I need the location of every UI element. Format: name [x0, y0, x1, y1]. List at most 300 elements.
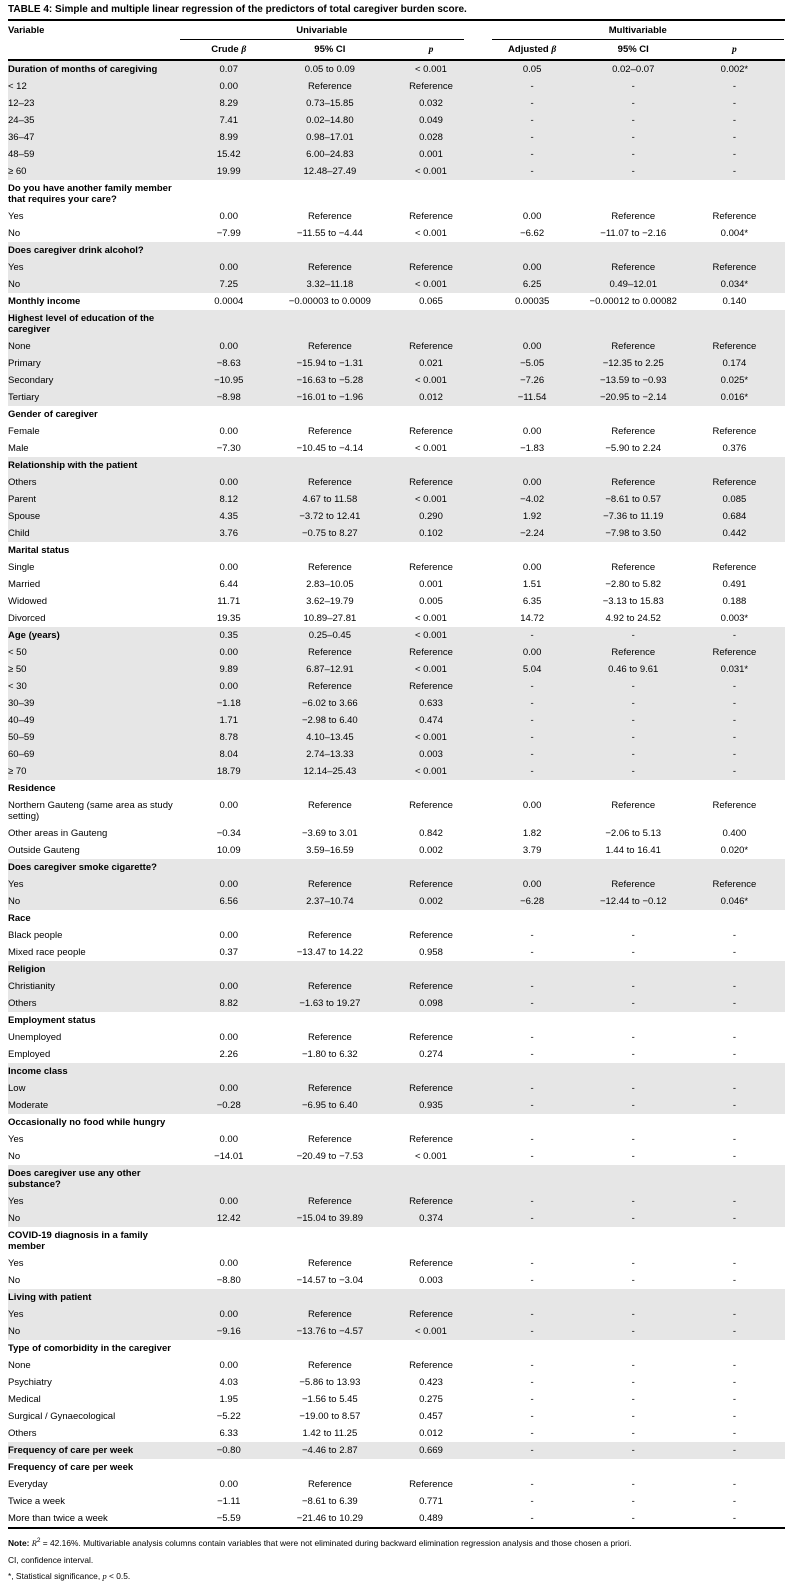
table-row	[8, 995, 785, 1012]
cell: Reference	[583, 259, 684, 276]
cell: -	[631, 1394, 635, 1405]
cell: < 0.001	[380, 729, 481, 746]
cell: 0.098	[380, 995, 481, 1012]
cell: 0.46 to 9.61	[583, 661, 684, 678]
cell: Reference	[307, 426, 352, 437]
cell: 0.290	[380, 508, 481, 525]
cell: −8.61 to 6.39	[301, 1496, 358, 1507]
table-row	[8, 508, 785, 525]
variable-group-label: Monthly income	[8, 296, 81, 307]
row-label: Tertiary	[8, 389, 178, 406]
cell: 0.032	[380, 95, 481, 112]
cell: Reference	[684, 876, 785, 893]
table-row	[8, 276, 785, 293]
cell: -	[684, 1210, 785, 1227]
cell: -	[482, 627, 583, 644]
cell: -	[631, 1134, 635, 1145]
table-row	[8, 1391, 785, 1408]
cell	[380, 180, 481, 208]
cell: −8.61 to 0.57	[583, 491, 684, 508]
cell: -	[684, 129, 785, 146]
cell: Reference	[409, 800, 453, 811]
cell: 7.25	[178, 276, 279, 293]
cell	[279, 180, 380, 208]
cell	[380, 542, 481, 559]
cell: 0.05	[482, 60, 583, 78]
cell: −14.57 to −3.04	[296, 1275, 364, 1286]
cell: Reference	[583, 474, 684, 491]
cell: -	[482, 1510, 583, 1528]
cell: -	[583, 729, 684, 746]
table-row	[8, 180, 785, 208]
cell: Reference	[307, 1032, 352, 1043]
cell: 0.98–17.01	[279, 129, 380, 146]
cell	[380, 1227, 481, 1255]
cell: -	[482, 995, 583, 1012]
cell: -	[684, 1510, 785, 1528]
cell: 0.012	[419, 1428, 443, 1439]
variable-group-label: Age (years)	[8, 627, 178, 644]
cell	[684, 457, 785, 474]
cell: Reference	[611, 211, 656, 222]
cell: −12.44 to −0.12	[583, 893, 684, 910]
cell: 0.00	[178, 876, 279, 893]
cell: -	[684, 746, 785, 763]
cell: -	[583, 129, 684, 146]
cell: -	[530, 1411, 534, 1422]
cell: -	[631, 1428, 635, 1439]
table-row	[8, 1097, 785, 1114]
cell: Reference	[611, 562, 656, 573]
cell	[380, 1165, 481, 1193]
cell	[684, 1289, 785, 1306]
cell: 10.09	[216, 845, 241, 856]
cell: 1.71	[178, 712, 279, 729]
table-row	[8, 491, 785, 508]
table-row	[8, 961, 785, 978]
table-row	[8, 593, 785, 610]
table-row	[8, 927, 785, 944]
row-label: 50–59	[8, 729, 178, 746]
cell: 0.491	[722, 579, 747, 590]
cell: -	[482, 1080, 583, 1097]
cell: -	[583, 627, 684, 644]
row-label: Black people	[8, 930, 63, 941]
cell: -	[583, 78, 684, 95]
cell: -	[530, 930, 534, 941]
cell: 6.56	[178, 893, 279, 910]
cell	[380, 1340, 481, 1357]
cell: -	[530, 1049, 534, 1060]
cell: 0.00	[219, 1134, 238, 1145]
cell	[482, 180, 583, 208]
table-row	[8, 859, 785, 876]
cell: Reference	[684, 338, 785, 355]
row-label: 30–39	[8, 695, 178, 712]
cell: −13.59 to −0.93	[583, 372, 684, 389]
cell: -	[482, 129, 583, 146]
cell: −15.94 to −1.31	[279, 355, 380, 372]
cell: −16.01 to −1.96	[279, 389, 380, 406]
cell: < 0.001	[380, 661, 481, 678]
cell: -	[631, 1496, 635, 1507]
cell: Reference	[307, 800, 352, 811]
cell: Reference	[712, 426, 757, 437]
row-label: Yes	[8, 1258, 24, 1269]
cell: 4.67 to 11.58	[279, 491, 380, 508]
cell: -	[583, 1097, 684, 1114]
cell	[380, 1114, 481, 1131]
cell: 6.35	[522, 596, 542, 607]
cell: −4.02	[482, 491, 583, 508]
variable-group-label: Employment status	[8, 1015, 96, 1026]
cell: -	[583, 978, 684, 995]
cell: 0.0004	[214, 296, 244, 307]
cell: −2.24	[482, 525, 583, 542]
cell: Reference	[409, 1479, 453, 1490]
cell: Reference	[409, 1032, 453, 1043]
cell: -	[530, 1134, 534, 1145]
cell	[178, 961, 279, 978]
cell: 0.002	[419, 845, 443, 856]
row-label: Female	[8, 426, 40, 437]
cell	[279, 1289, 380, 1306]
row-label: Primary	[8, 355, 178, 372]
cell: 0.400	[722, 828, 747, 839]
cell: -	[530, 1377, 534, 1388]
cell: -	[732, 930, 736, 941]
row-label: Yes	[8, 259, 178, 276]
cell: 0.00	[482, 876, 583, 893]
cell	[482, 1114, 583, 1131]
cell	[279, 457, 380, 474]
row-label: Everyday	[8, 1479, 48, 1490]
cell: 0.423	[419, 1377, 443, 1388]
cell: −0.28	[178, 1097, 279, 1114]
cell	[380, 1459, 481, 1476]
row-label: Moderate	[8, 1097, 178, 1114]
row-label: Secondary	[8, 372, 178, 389]
row-label: Others	[8, 474, 178, 491]
cell: Reference	[307, 562, 352, 573]
cell	[684, 242, 785, 259]
cell: −10.45 to −4.14	[296, 443, 364, 454]
cell: 2.83–10.05	[306, 579, 354, 590]
table-row	[8, 1357, 785, 1374]
row-label: None	[8, 338, 178, 355]
cell: < 0.001	[380, 491, 481, 508]
cell: -	[732, 1377, 736, 1388]
cell: 8.78	[178, 729, 279, 746]
table-row	[8, 559, 785, 576]
variable-group-label: Living with patient	[8, 1289, 178, 1306]
cell: -	[631, 1377, 635, 1388]
cell	[178, 1289, 279, 1306]
cell: −7.30	[216, 443, 241, 454]
table-row	[8, 1442, 785, 1459]
row-label: Unemployed	[8, 1032, 62, 1043]
cell: Reference	[409, 562, 453, 573]
cell: -	[732, 1360, 736, 1371]
cell: Reference	[279, 259, 380, 276]
cell: -	[684, 1323, 785, 1340]
cell	[482, 1340, 583, 1357]
row-label: 40–49	[8, 712, 178, 729]
row-label: Mixed race people	[8, 947, 86, 958]
cell	[380, 406, 481, 423]
variable-group-label: Race	[8, 913, 31, 924]
cell: 0.00035	[514, 296, 550, 307]
variable-group-label: Frequency of care per week	[8, 1442, 178, 1459]
cell: Reference	[583, 338, 684, 355]
cell: Reference	[611, 426, 656, 437]
cell: Reference	[279, 678, 380, 695]
cell: 6.33	[219, 1428, 238, 1439]
cell	[583, 780, 684, 797]
cell: -	[530, 1275, 534, 1286]
cell: Reference	[279, 474, 380, 491]
cell: < 0.001	[380, 372, 481, 389]
cell: 1.44 to 16.41	[605, 845, 661, 856]
cell	[279, 1340, 380, 1357]
cell	[279, 406, 380, 423]
cell: −19.00 to 8.57	[299, 1411, 361, 1422]
cell	[178, 457, 279, 474]
cell: 0.00	[178, 678, 279, 695]
cell: 0.025*	[684, 372, 785, 389]
cell: -	[684, 1306, 785, 1323]
cell	[380, 1289, 481, 1306]
cell: 3.32–11.18	[279, 276, 380, 293]
cell: 0.374	[380, 1210, 481, 1227]
cell: −1.11	[217, 1496, 241, 1507]
cell	[178, 1459, 279, 1476]
row-label: None	[8, 1360, 31, 1371]
cell: -	[684, 678, 785, 695]
cell: Reference	[279, 338, 380, 355]
row-label: Divorced	[8, 613, 46, 624]
cell: -	[583, 163, 684, 180]
row-label: Spouse	[8, 508, 178, 525]
cell: 0.028	[380, 129, 481, 146]
cell: Reference	[611, 800, 656, 811]
cell: −6.28	[482, 893, 583, 910]
cell: -	[732, 1258, 736, 1269]
cell: 8.99	[178, 129, 279, 146]
table-row	[8, 712, 785, 729]
cell: 0.00	[522, 562, 542, 573]
cell: −6.62	[520, 228, 545, 239]
cell: < 0.001	[380, 763, 481, 780]
cell: 0.275	[419, 1394, 443, 1405]
variable-group-label: Relationship with the patient	[8, 457, 178, 474]
cell: 0.633	[380, 695, 481, 712]
row-label: No	[8, 1323, 178, 1340]
cell	[279, 1012, 380, 1029]
cell	[482, 1165, 583, 1193]
cell: Reference	[380, 1306, 481, 1323]
cell: −20.95 to −2.14	[583, 389, 684, 406]
cell: 0.065	[419, 296, 443, 307]
row-label: No	[8, 1275, 21, 1286]
cell: Reference	[307, 1479, 352, 1490]
cell: 14.72	[520, 613, 544, 624]
table-row	[8, 338, 785, 355]
cell: Reference	[380, 644, 481, 661]
cell: -	[684, 1193, 785, 1210]
cell: Reference	[712, 211, 757, 222]
cell	[684, 1063, 785, 1080]
cell	[380, 961, 481, 978]
cell: -	[530, 1479, 534, 1490]
row-label: Christianity	[8, 978, 178, 995]
cell: 0.73–15.85	[279, 95, 380, 112]
cell: -	[684, 763, 785, 780]
variable-group-label: Do you have another family member that requires your care?	[8, 183, 172, 205]
cell: 0.49–12.01	[583, 276, 684, 293]
cell: 0.046*	[684, 893, 785, 910]
table-row	[8, 1029, 785, 1046]
row-label: Others	[8, 995, 178, 1012]
cell: 0.005	[419, 596, 443, 607]
cell	[279, 1459, 380, 1476]
cell: Reference	[380, 338, 481, 355]
cell: 0.001	[380, 146, 481, 163]
col-group-multivariable-label: Multivariable	[608, 25, 667, 36]
cell: 0.085	[684, 491, 785, 508]
variable-group-label: Does caregiver drink alcohol?	[8, 242, 178, 259]
table-row	[8, 542, 785, 559]
cell: 5.04	[482, 661, 583, 678]
cell: −1.83	[520, 443, 545, 454]
cell: Reference	[409, 426, 453, 437]
cell: −16.63 to −5.28	[279, 372, 380, 389]
cell: 0.00	[178, 78, 279, 95]
row-label: ≥ 50	[8, 661, 178, 678]
cell	[178, 1227, 279, 1255]
cell: 0.457	[419, 1411, 443, 1422]
row-label: Child	[8, 525, 178, 542]
cell	[583, 1340, 684, 1357]
cell	[178, 1114, 279, 1131]
col-group-univariable	[178, 21, 481, 40]
row-label: 36–47	[8, 129, 178, 146]
cell	[279, 910, 380, 927]
table-row	[8, 259, 785, 276]
cell: -	[583, 695, 684, 712]
cell: -	[583, 1510, 684, 1528]
cell: 0.00	[219, 800, 238, 811]
cell: 0.442	[684, 525, 785, 542]
row-label: Medical	[8, 1394, 41, 1405]
cell: 0.00	[178, 1306, 279, 1323]
cell	[583, 406, 684, 423]
cell: -	[482, 978, 583, 995]
cell: -	[583, 1193, 684, 1210]
cell: −0.75 to 8.27	[279, 525, 380, 542]
cell: -	[732, 1151, 736, 1162]
cell: -	[732, 947, 736, 958]
cell: −4.46 to 2.87	[279, 1442, 380, 1459]
cell: -	[482, 1193, 583, 1210]
cell: -	[732, 1394, 736, 1405]
cell: -	[530, 1151, 534, 1162]
table-row	[8, 1063, 785, 1080]
cell: 1.95	[219, 1394, 238, 1405]
cell: 0.003	[380, 746, 481, 763]
cell	[482, 1063, 583, 1080]
col-header-p: p	[380, 40, 481, 60]
cell: 0.034*	[684, 276, 785, 293]
cell: -	[684, 995, 785, 1012]
cell: −9.16	[178, 1323, 279, 1340]
regression-table	[8, 21, 785, 1529]
cell: -	[482, 695, 583, 712]
cell: 0.012	[380, 389, 481, 406]
cell: −2.98 to 6.40	[279, 712, 380, 729]
cell	[583, 457, 684, 474]
table-row	[8, 644, 785, 661]
col-header-adjusted: Adjusted β	[482, 40, 583, 60]
table-row	[8, 310, 785, 338]
cell	[482, 1289, 583, 1306]
cell: −0.34	[216, 828, 241, 839]
cell	[684, 180, 785, 208]
note-line: Note: $R^2 = 42.16\%$. Multivariable analysis columns contain variables that were not eliminated during backward elimination regression analysis and those chosen a priori.	[8, 1537, 632, 1548]
cell: Reference	[583, 644, 684, 661]
cell: -	[530, 947, 534, 958]
cell: -	[631, 1479, 635, 1490]
cell: −1.63 to 19.27	[279, 995, 380, 1012]
row-label: Widowed	[8, 596, 48, 607]
table-row	[8, 944, 785, 961]
table-row	[8, 1476, 785, 1493]
cell: -	[482, 763, 583, 780]
cell: Reference	[409, 1258, 453, 1269]
row-label: No	[8, 276, 178, 293]
cell: 0.001	[419, 579, 443, 590]
cell: -	[583, 995, 684, 1012]
cell: −5.90 to 2.24	[605, 443, 662, 454]
cell: −0.00012 to 0.00082	[589, 296, 677, 307]
cell: −15.04 to 39.89	[279, 1210, 380, 1227]
cell: 6.87–12.91	[279, 661, 380, 678]
table-row	[8, 695, 785, 712]
cell: 8.04	[178, 746, 279, 763]
cell: −0.00003 to 0.0009	[288, 296, 371, 307]
table-row	[8, 1510, 785, 1528]
cell: -	[732, 1275, 736, 1286]
cell: -	[732, 1134, 736, 1145]
cell: 0.00	[178, 259, 279, 276]
table-row	[8, 1114, 785, 1131]
cell: -	[732, 1411, 736, 1422]
cell: Reference	[279, 1306, 380, 1323]
cell: -	[684, 712, 785, 729]
cell: 0.489	[380, 1510, 481, 1528]
cell	[583, 1012, 684, 1029]
cell: 0.003	[419, 1275, 443, 1286]
cell: 0.35	[178, 627, 279, 644]
table-row	[8, 474, 785, 491]
cell	[684, 1165, 785, 1193]
cell: -	[583, 1442, 684, 1459]
cell: -	[732, 1428, 736, 1439]
cell: -	[684, 729, 785, 746]
cell: 0.00	[482, 338, 583, 355]
cell: -	[684, 695, 785, 712]
cell: −7.36 to 11.19	[583, 508, 684, 525]
